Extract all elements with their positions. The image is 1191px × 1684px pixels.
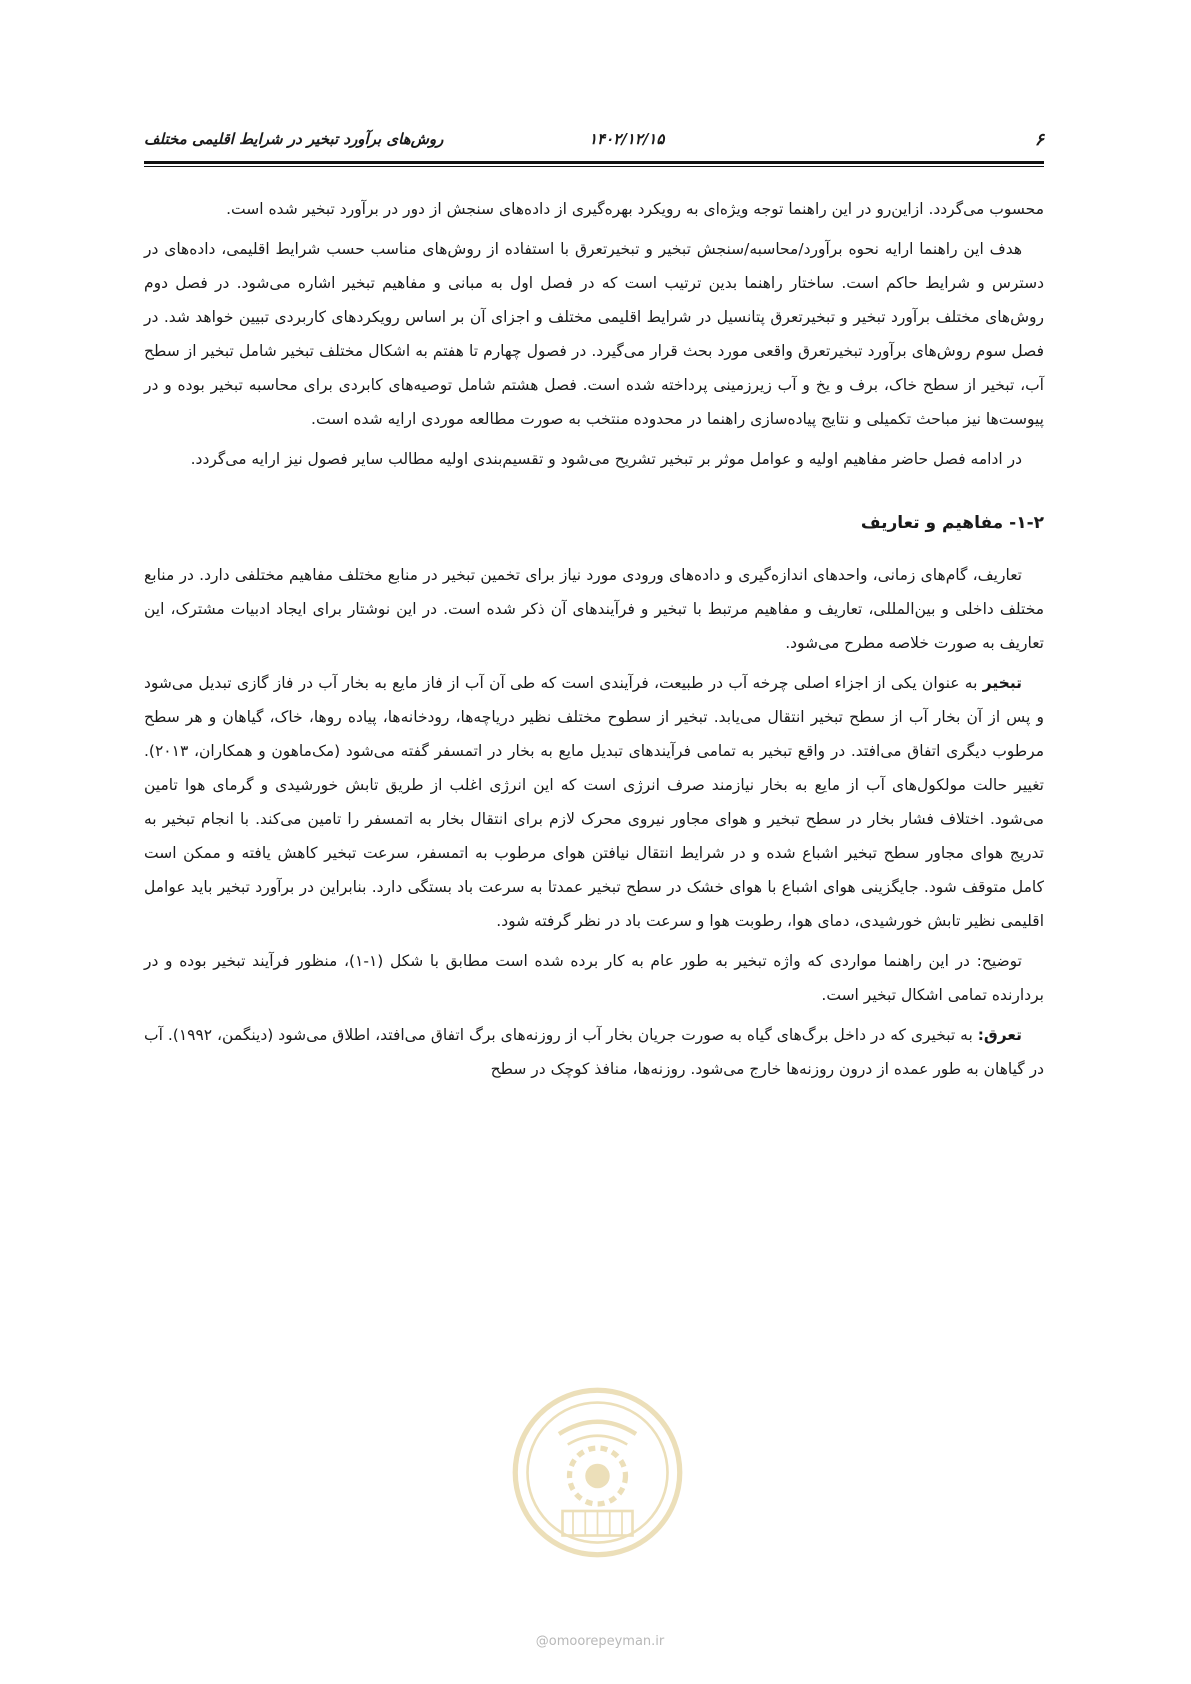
header-date: ۱۴۰۲/۱۲/۱۵	[589, 130, 665, 148]
header-rule-thick	[144, 161, 1044, 164]
intro-paragraph-1: محسوب می‌گردد. ازاین‌رو در این راهنما توجه ویژه‌ای به رویکرد بهره‌گیری از داده‌های سنجش از دور در برآورد تبخیر شده است.	[226, 200, 1044, 218]
page-number: ۶	[1034, 130, 1044, 150]
intro-paragraph-2: هدف این راهنما ارایه نحوه برآورد/محاسبه/سنجش تبخیر و تبخیرتعرق با استفاده از روش‌های مناسب حسب شرایط اقلیمی، داده‌های در دسترس و شرایط حاکم است. ساختار راهنما بدین ترتیب است که در فصل اول به مبانی و مفاهیم تبخیر اشاره می‌شود. در فصل دوم روش‌های مختلف برآورد تبخیر و تبخیرتعرق پتانسیل در شرایط اقلیمی مختلف و اجزای آن بر اساس رویکردهای کاربردی تبیین خواهد شد. در فصل سوم روش‌های برآورد تبخیرتعرق واقعی مورد بحث قرار می‌گیرد. در فصول چهارم تا هفتم به اشکال مختلف تبخیر شامل تبخیر از سطح آب، تبخیر از سطح خاک، برف و یخ و آب زیرزمینی پرداخته شده است. فصل هشتم شامل توصیه‌های کابردی برای محاسبه تبخیر بوده و در پیوست‌ها نیز مباحث تکمیلی و نتایج پیاده‌سازی راهنما در محدوده منتخب به صورت مطالعه موردی ارایه شده است.	[144, 240, 1044, 428]
transpiration-text: به تبخیری که در داخل برگ‌های گیاه به صورت جریان بخار آب از روزنه‌های برگ اتفاق می‌افتد، اطلاق می‌شود (دینگمن، ۱۹۹۲). آب در گیاهان به طور عمده از درون روزنه‌ها خارج می‌شود. روزنه‌ها، منافذ کوچک در سطح	[144, 1026, 1044, 1078]
header-rule-thin	[144, 166, 1044, 167]
transpiration-paragraph	[144, 1018, 1044, 1086]
evaporation-term: تبخیر	[982, 674, 1022, 692]
page-header	[144, 124, 1044, 168]
section-heading: ۱-۲- مفاهیم و تعاریف	[860, 513, 1044, 533]
watermark-url: @omoorepeyman.ir	[535, 1634, 665, 1649]
note-paragraph: توضیح: در این راهنما مواردی که واژه تبخیر به طور عام به کار برده شده است مطابق با شکل (۱-۱)، منظور فرآیند تبخیر بوده و در بردارنده تمامی اشکال تبخیر است.	[144, 952, 1044, 1004]
transpiration-term: تعرق:	[977, 1026, 1022, 1044]
header-title: روش‌های برآورد تبخیر در شرایط اقلیمی مختلف	[144, 130, 444, 148]
intro-paragraph-3: در ادامه فصل حاضر مفاهیم اولیه و عوامل موثر بر تبخیر تشریح می‌شود و تقسیم‌بندی اولیه مطالب سایر فصول نیز ارایه می‌گردد.	[190, 450, 1022, 468]
evaporation-text: به عنوان یکی از اجزاء اصلی چرخه آب در طبیعت، فرآیندی است که طی آن آب از فاز مایع به بخار آب در فاز گازی تبدیل می‌شود و پس از آن بخار آب از سطح تبخیر انتقال می‌یابد. تبخیر از سطوح مختلف نظیر دریاچه‌ها، رودخانه‌ها، پیاده روها، خاک، گیاهان و هر سطح مرطوب دیگری اتفاق می‌افتد. در واقع تبخیر به تمامی فرآیندهای تبدیل مایع به بخار در اتمسفر گفته می‌شود (مک‌ماهون و همکاران، ۲۰۱۳). تغییر حالت مولکول‌های آب از مایع به بخار نیازمند صرف انرژی است که این انرژی اغلب از طریق تابش خورشیدی و گرمای هوا تامین می‌شود. اختلاف فشار بخار در سطح تبخیر و هوای مجاور نیروی محرک لازم برای انتقال بخار به اتمسفر را تامین می‌کند. با انجام تبخیر به تدریج هوای مجاور سطح تبخیر اشباع شده و در شرایط انتقال نیافتن هوای مرطوب به اتمسفر، سرعت تبخیر کاهش یافته و ممکن است کامل متوقف شود. جایگزینی هوای اشباع با هوای خشک در سطح تبخیر عمدتا به سرعت باد بستگی دارد. بنابراین در برآورد تبخیر باید عوامل اقلیمی نظیر تابش خورشیدی، دمای هوا، رطوبت هوا و سرعت باد در نظر گرفته شود.	[144, 674, 1044, 930]
evaporation-paragraph	[144, 666, 1044, 938]
definitions-paragraph: تعاریف، گام‌های زمانی، واحدهای اندازه‌گیری و داده‌های ورودی مورد نیاز برای تخمین تبخیر در منابع مختلف مفاهیم مختلفی دارد. در منابع مختلف داخلی و بین‌المللی، تعاریف و مفاهیم مرتبط با تبخیر و فرآیندهای آن ذکر شده است. در این نوشتار برای ایجاد ادبیات مشترک، این تعاریف به صورت خلاصه مطرح می‌شود.	[144, 566, 1044, 652]
document-body	[144, 192, 1044, 1092]
watermark-seal-icon	[510, 1385, 685, 1560]
